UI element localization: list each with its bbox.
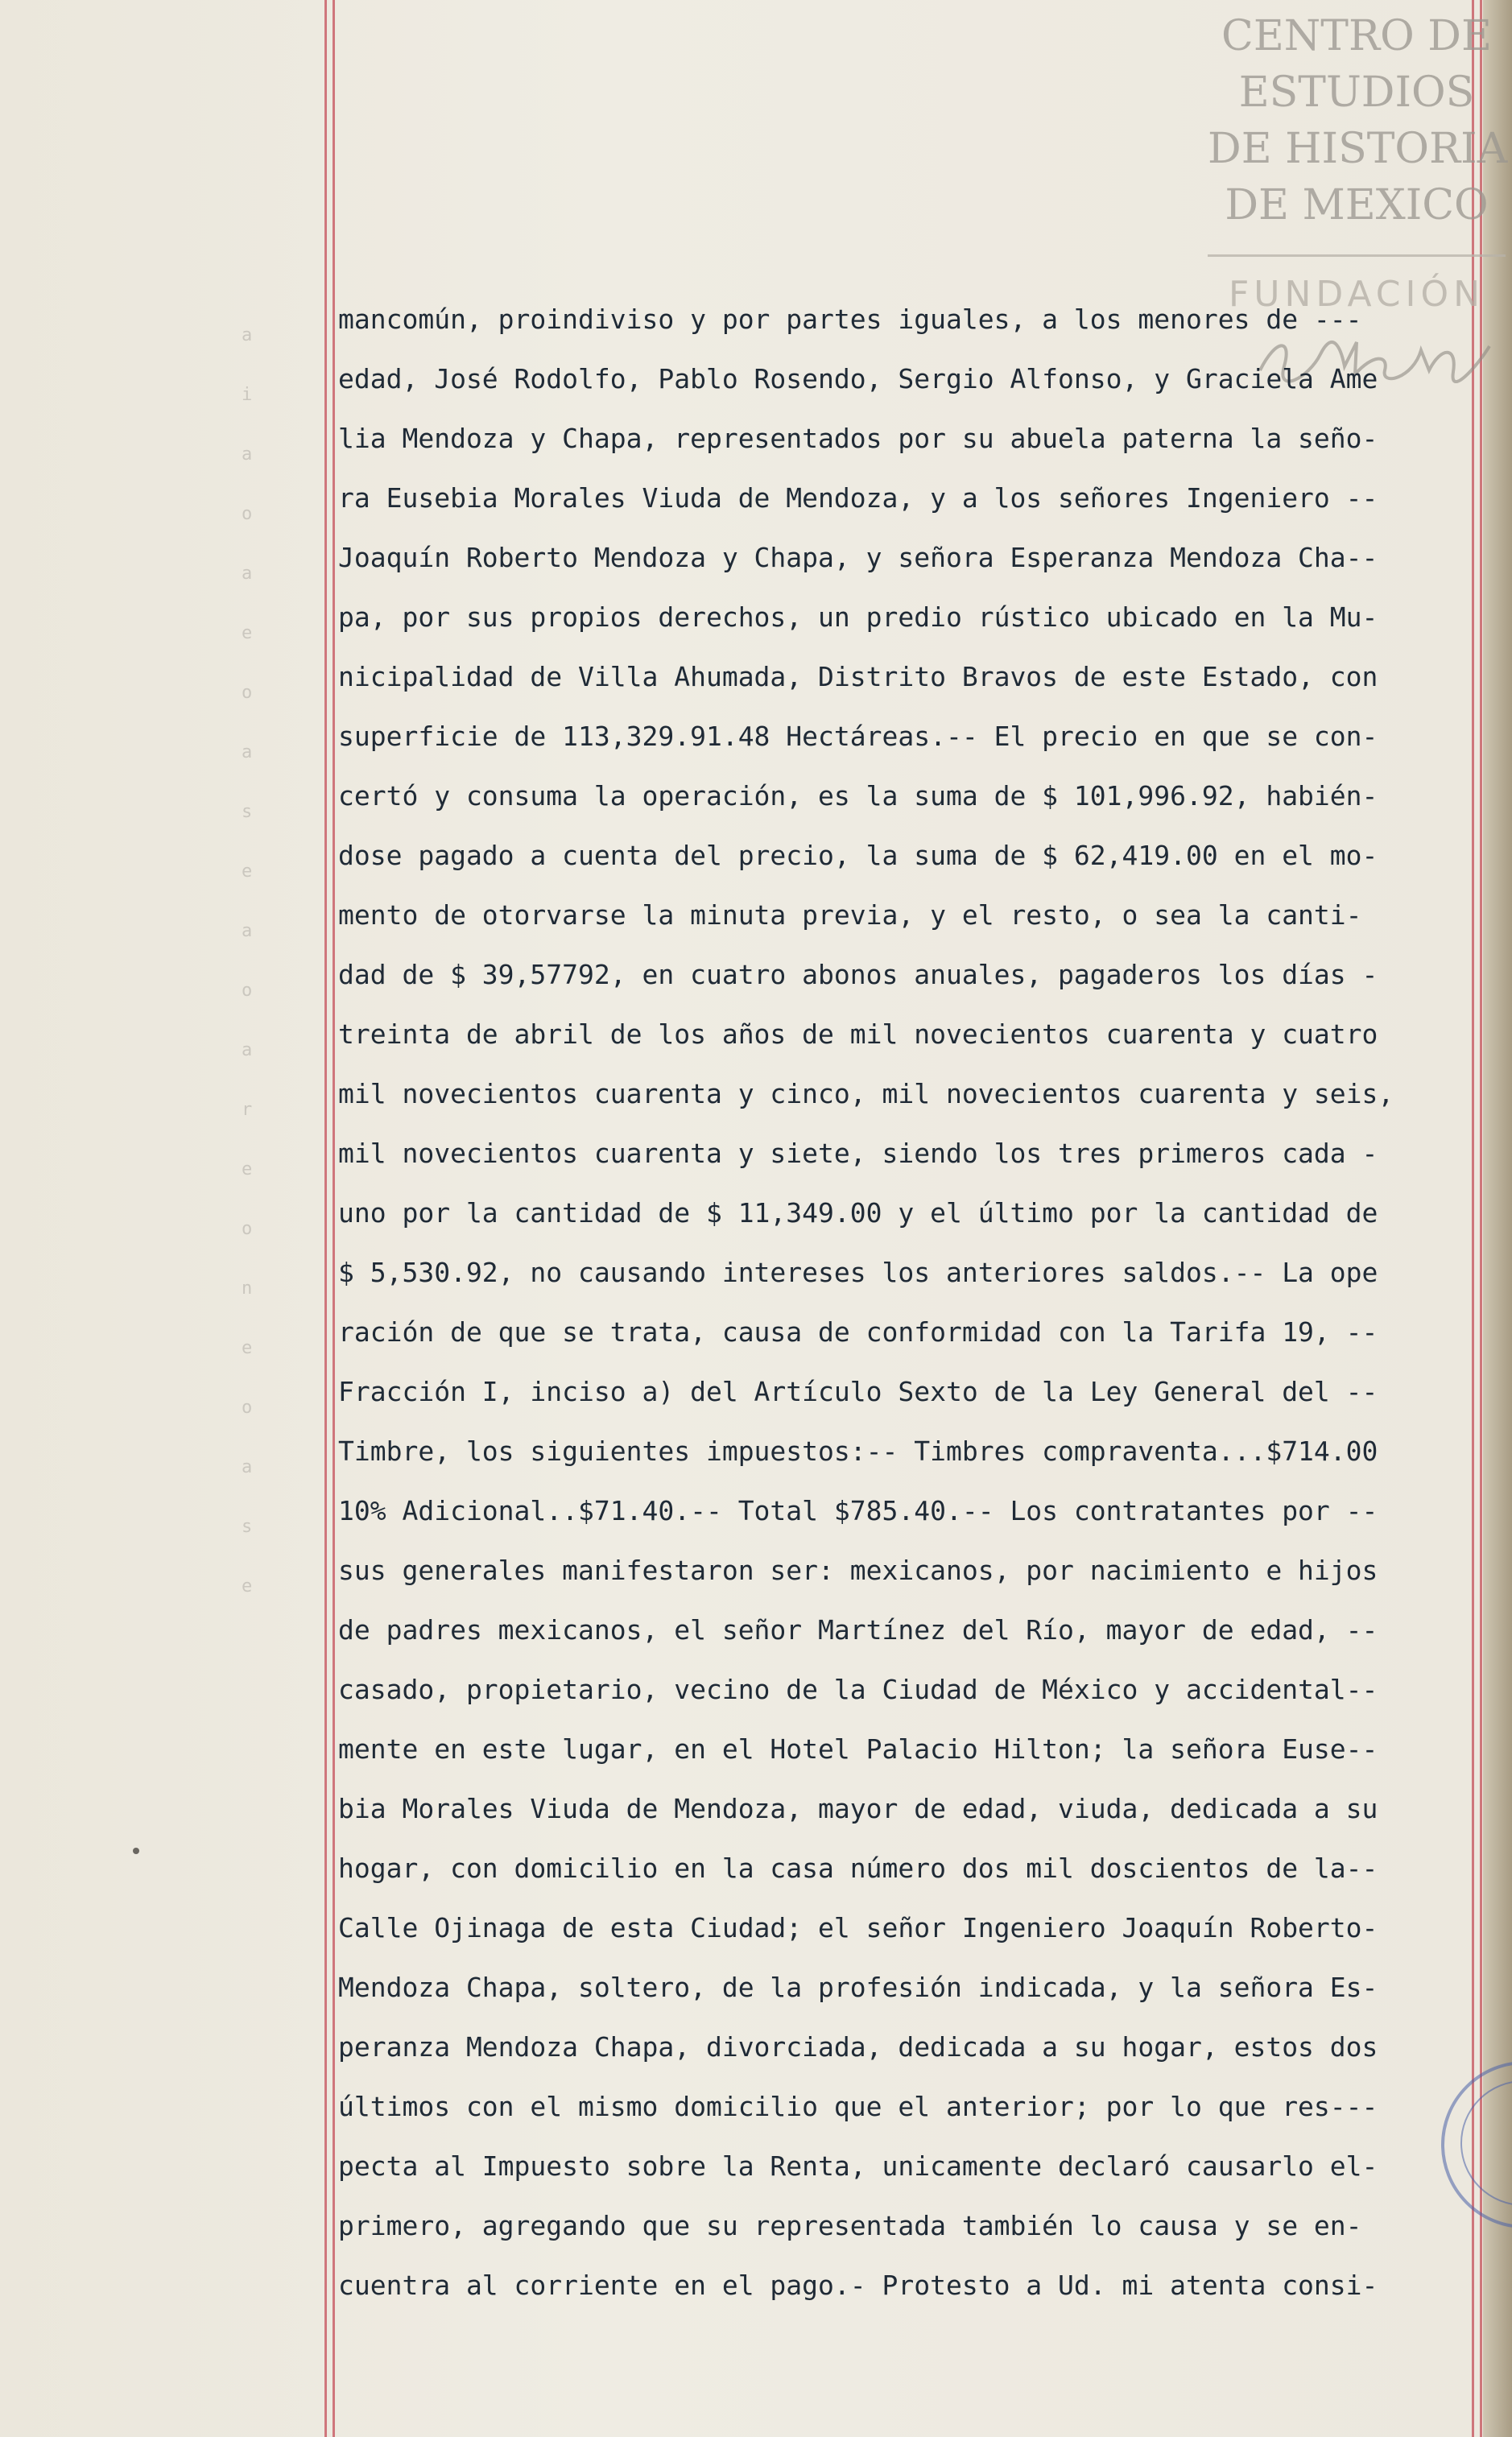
text-line: dad de $ 39,57792, en cuatro abonos anuales, pagaderos los días - [338, 959, 1378, 990]
text-line: Mendoza Chapa, soltero, de la profesión indicada, y la señora Es- [338, 1972, 1378, 2003]
text-line: mento de otorvarse la minuta previa, y el resto, o sea la canti- [338, 899, 1362, 931]
watermark-line: ESTUDIOS [1238, 68, 1475, 117]
text-line: dose pagado a cuenta del precio, la suma de $ 62,419.00 en el mo- [338, 840, 1378, 871]
text-line: cuentra al corriente en el pago.- Protesto a Ud. mi atenta consi- [338, 2270, 1378, 2301]
text-line: ra Eusebia Morales Viuda de Mendoza, y a los señores Ingeniero -- [338, 482, 1378, 514]
text-line: ración de que se trata, causa de conformidad con la Tarifa 19, -- [338, 1316, 1378, 1348]
text-line: treinta de abril de los años de mil novecientos cuarenta y cuatro [338, 1018, 1378, 1050]
notary-stamp-inner-ring [1460, 2080, 1512, 2206]
text-line: Fracción I, inciso a) del Artículo Sexto de la Ley General del -- [338, 1376, 1378, 1407]
text-line: Joaquín Roberto Mendoza y Chapa, y señora Esperanza Mendoza Cha-- [338, 542, 1378, 573]
text-line: sus generales manifestaron ser: mexicanos, por nacimiento e hijos [338, 1555, 1378, 1586]
left-margin-rule-inner [333, 0, 335, 2437]
watermark-line: DE HISTORIA [1208, 125, 1508, 173]
text-line: mente en este lugar, en el Hotel Palacio Hilton; la señora Euse-- [338, 1733, 1378, 1765]
text-line: de padres mexicanos, el señor Martínez del Río, mayor de edad, -- [338, 1614, 1378, 1646]
text-line: Timbre, los siguientes impuestos:-- Timbres compraventa...$714.00 [338, 1435, 1378, 1467]
left-margin-rule [324, 0, 327, 2437]
archive-watermark [1208, 8, 1506, 323]
text-line: uno por la cantidad de $ 11,349.00 y el último por la cantidad de [338, 1197, 1378, 1229]
watermark-line: CENTRO DE [1221, 12, 1492, 60]
bleed-through-text: a i a o a e o a s e a o a r e o n e o a s e [242, 325, 253, 1596]
document-body [338, 290, 1473, 2315]
text-line: superficie de 113,329.91.48 Hectáreas.-- El precio en que se con- [338, 721, 1378, 752]
text-line: mancomún, proindiviso y por partes iguales, a los menores de --- [338, 304, 1362, 335]
text-line: certó y consuma la operación, es la suma de $ 101,996.92, habién- [338, 780, 1378, 812]
text-line: 10% Adicional..$71.40.-- Total $785.40.-- Los contratantes por -- [338, 1495, 1378, 1526]
text-line: nicipalidad de Villa Ahumada, Distrito Bravos de este Estado, con [338, 661, 1378, 692]
watermark-foundation: FUNDACIÓN [1208, 254, 1506, 323]
text-line: pa, por sus propios derechos, un predio rústico ubicado en la Mu- [338, 601, 1378, 633]
text-line: hogar, con domicilio en la casa número dos mil doscientos de la-- [338, 1853, 1378, 1884]
text-line: mil novecientos cuarenta y siete, siendo los tres primeros cada - [338, 1138, 1378, 1169]
text-line: bia Morales Viuda de Mendoza, mayor de edad, viuda, dedicada a su [338, 1793, 1378, 1824]
paper-speck [133, 1848, 139, 1854]
text-line: mil novecientos cuarenta y cinco, mil novecientos cuarenta y seis, [338, 1078, 1394, 1109]
text-line: lia Mendoza y Chapa, representados por su abuela paterna la seño- [338, 423, 1378, 454]
text-line: peranza Mendoza Chapa, divorciada, dedicada a su hogar, estos dos [338, 2031, 1378, 2063]
text-line: edad, José Rodolfo, Pablo Rosendo, Sergio Alfonso, y Graciela Ame [338, 363, 1378, 394]
watermark-line: DE MEXICO [1225, 181, 1489, 229]
text-line: pecta al Impuesto sobre la Renta, unicamente declaró causarlo el- [338, 2150, 1378, 2182]
text-line: $ 5,530.92, no causando intereses los anteriores saldos.-- La ope [338, 1257, 1378, 1288]
text-line: casado, propietario, vecino de la Ciudad de México y accidental-- [338, 1674, 1378, 1705]
text-line: Calle Ojinaga de esta Ciudad; el señor Ingeniero Joaquín Roberto- [338, 1912, 1378, 1943]
text-line: últimos con el mismo domicilio que el anterior; por lo que res--- [338, 2091, 1378, 2122]
text-line: primero, agregando que su representada también lo causa y se en- [338, 2210, 1362, 2241]
